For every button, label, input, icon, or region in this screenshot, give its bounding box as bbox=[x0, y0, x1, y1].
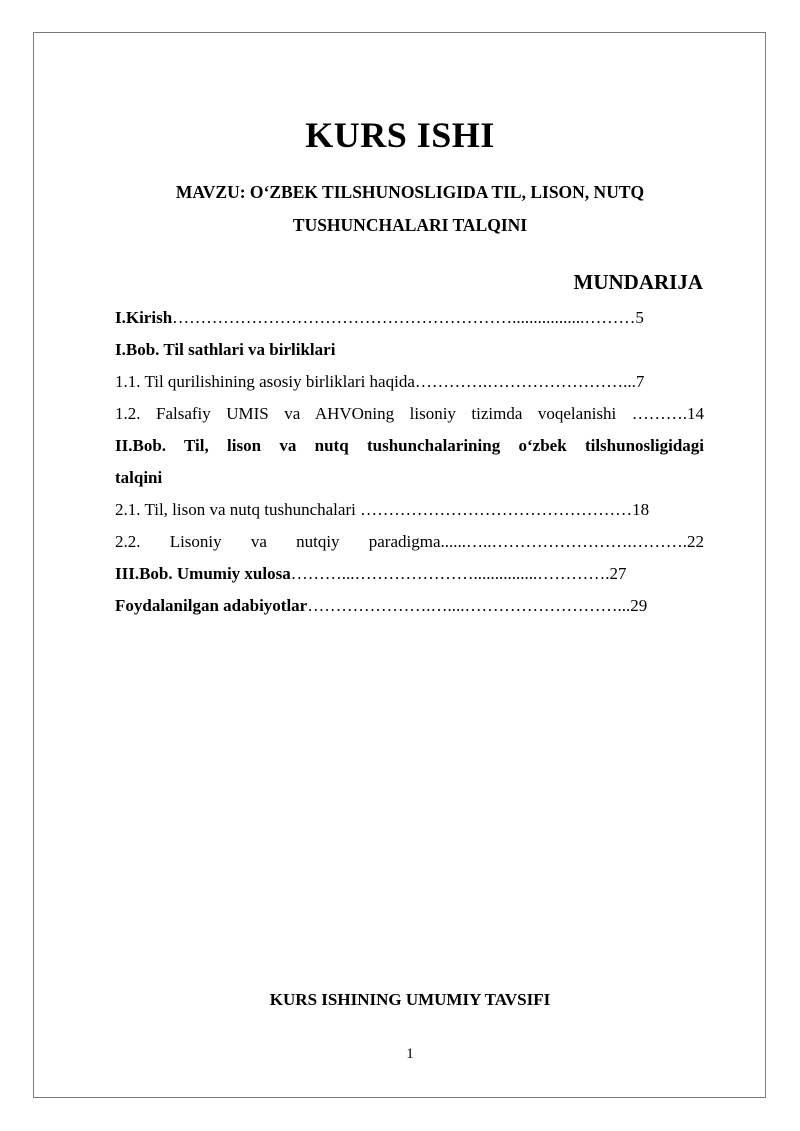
subtitle-line-2: TUSHUNCHALARI TALQINI bbox=[292, 215, 528, 235]
toc-entry-chapter-3 bbox=[115, 558, 704, 590]
document-subtitle bbox=[0, 176, 800, 242]
table-of-contents bbox=[115, 302, 704, 622]
document-title: KURS ISHI bbox=[305, 115, 495, 155]
toc-entry-chapter-1 bbox=[115, 334, 704, 366]
toc-entry-leader: …………………………………………18 bbox=[355, 500, 650, 519]
toc-entry-leader: ………………….…....………………………...29 bbox=[307, 596, 648, 615]
toc-entry-text: I.Kirish bbox=[115, 308, 173, 327]
toc-entry-leader: ………...…………………...............………….27 bbox=[290, 564, 627, 583]
summary-heading: KURS ISHINING UMUMIY TAVSIFI bbox=[269, 990, 551, 1009]
toc-entry-chapter-2 bbox=[115, 430, 704, 462]
subtitle-line-1: MAVZU: O‘ZBEK TILSHUNOSLIGIDA TIL, LISON, NUTQ bbox=[175, 182, 645, 202]
toc-heading: MUNDARIJA bbox=[573, 270, 703, 294]
toc-entry-2-1 bbox=[115, 494, 704, 526]
toc-entry-text: III.Bob. Umumiy xulosa bbox=[115, 564, 291, 583]
toc-entry-leader: ……….14 bbox=[616, 404, 704, 423]
toc-entry-text: 1.2. Falsafiy UMIS va AHVOning lisoniy tizimda voqelanishi bbox=[115, 404, 617, 423]
toc-entry-leader: ......…..…………………….……….22 bbox=[440, 532, 704, 551]
page-number: 1 bbox=[406, 1046, 414, 1062]
toc-entry-leader: ………….……………………...7 bbox=[414, 372, 645, 391]
toc-entry-text: I.Bob. Til sathlari va birliklari bbox=[115, 340, 336, 359]
toc-entry-kirish bbox=[115, 302, 704, 334]
toc-entry-leader: …………………………………………………….................………5 bbox=[172, 308, 644, 327]
toc-entry-text: 2.2. Lisoniy va nutqiy paradigma bbox=[115, 532, 441, 551]
toc-entry-1-2 bbox=[115, 398, 704, 430]
toc-entry-text: II.Bob. Til, lison va nutq tushunchalarining o‘zbek tilshunosligidagi bbox=[115, 436, 704, 455]
toc-entry-1-1 bbox=[115, 366, 704, 398]
toc-entry-2-2 bbox=[115, 526, 704, 558]
toc-entry-text: 2.1. Til, lison va nutq tushunchalari bbox=[115, 500, 356, 519]
toc-entry-text: 1.1. Til qurilishining asosiy birliklari haqida bbox=[115, 372, 415, 391]
toc-entry-references bbox=[115, 590, 704, 622]
toc-entry-text: Foydalanilgan adabiyotlar bbox=[115, 596, 308, 615]
toc-entry-chapter-2-cont bbox=[115, 462, 704, 494]
toc-entry-text: talqini bbox=[115, 468, 163, 487]
